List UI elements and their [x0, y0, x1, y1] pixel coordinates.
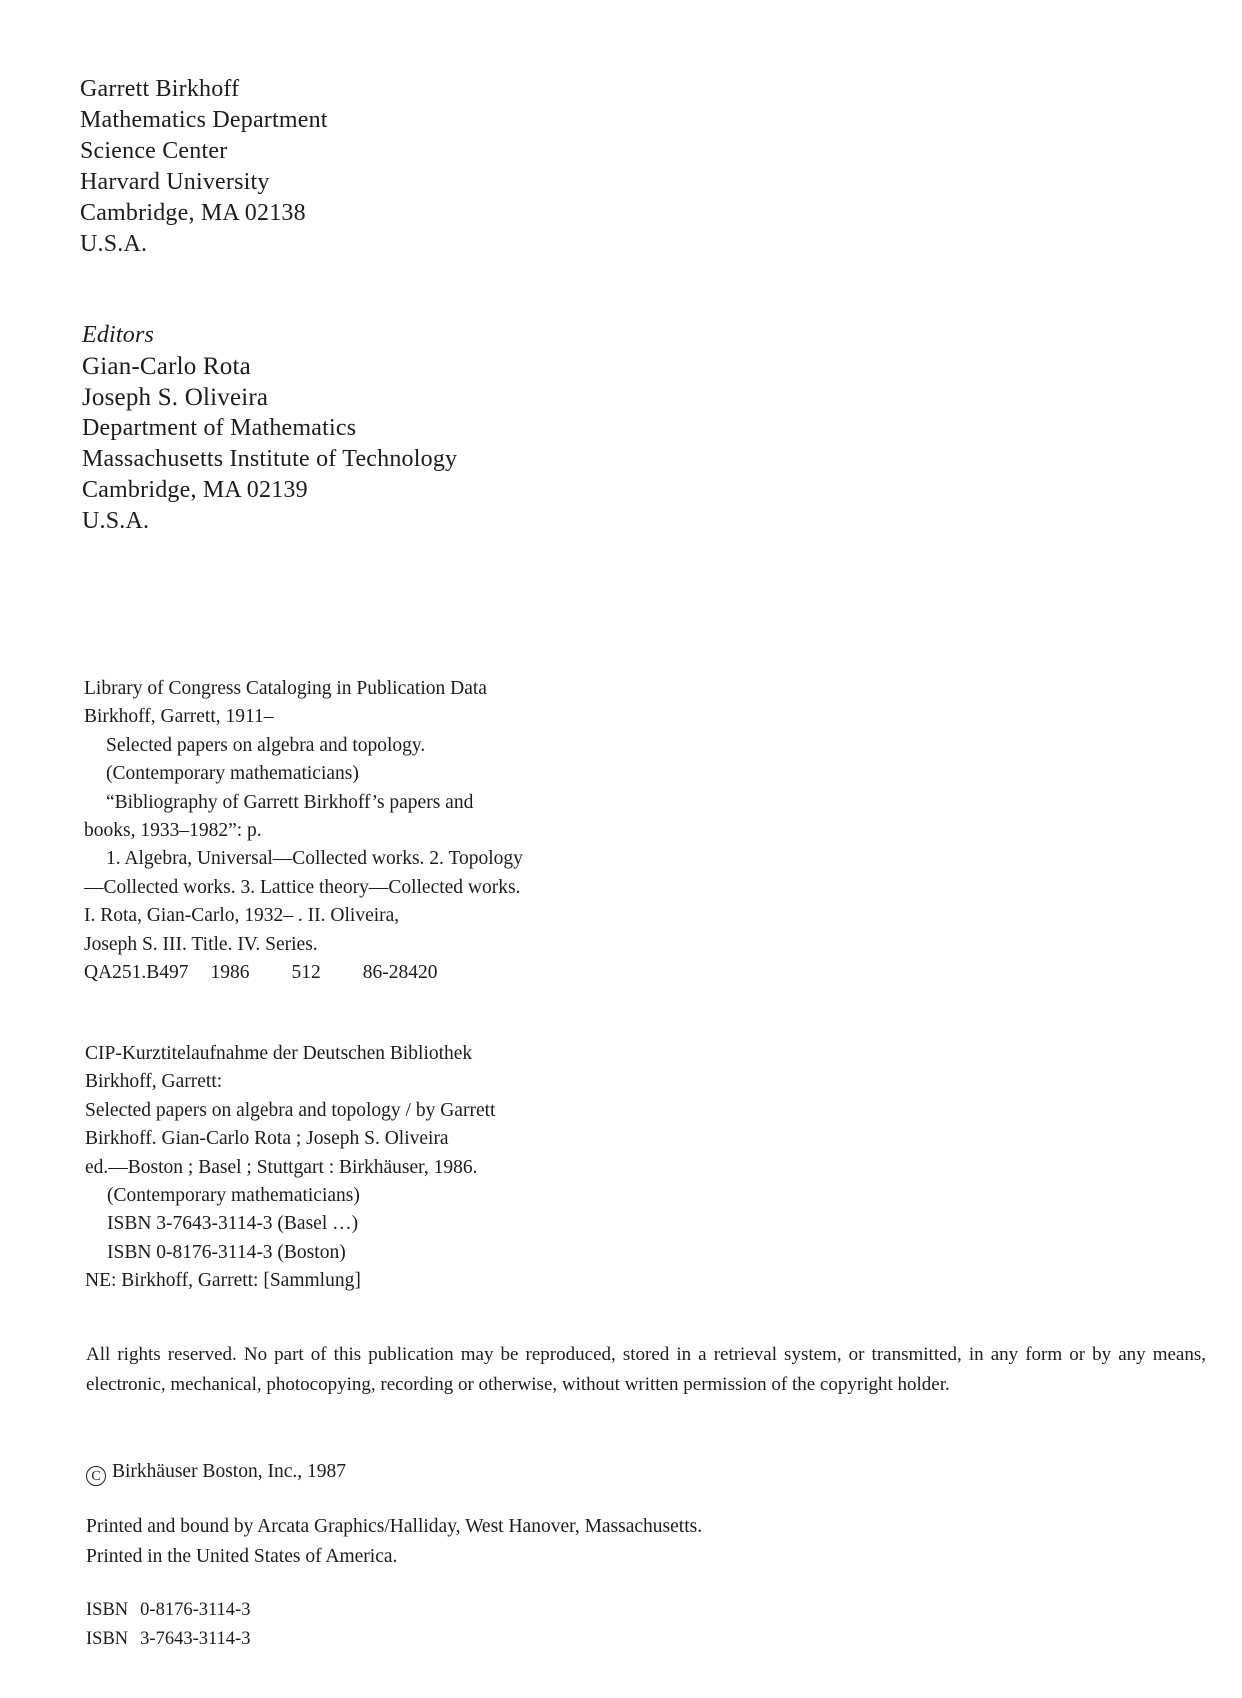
editors-address-line: U.S.A.	[82, 508, 150, 534]
copyright-symbol-icon: C	[86, 1466, 106, 1486]
author-address-line: U.S.A.	[80, 231, 148, 257]
editors-address-line: Cambridge, MA 02139	[82, 477, 308, 503]
author-address-line: Science Center	[80, 138, 228, 164]
copyright-line	[86, 1458, 346, 1486]
cip-author-line: Birkhoff, Garrett:	[85, 1071, 223, 1093]
author-address-line: Harvard University	[80, 169, 270, 195]
cip-line: Selected papers on algebra and topology / by Garrett	[85, 1099, 496, 1121]
loc-lccn: 86-28420	[362, 962, 438, 984]
loc-book-title: Selected papers on algebra and topology.	[106, 734, 426, 756]
cip-line: Birkhoff. Gian-Carlo Rota ; Joseph S. Oliveira	[85, 1128, 449, 1150]
loc-title: Library of Congress Cataloging in Publication Data	[84, 678, 487, 699]
author-address	[80, 74, 328, 260]
cip-series: (Contemporary mathematicians)	[107, 1185, 360, 1207]
cip-cataloging-block	[85, 1040, 495, 1296]
printing-line: Printed in the United States of America.	[86, 1546, 398, 1567]
loc-classification-line	[84, 959, 523, 987]
loc-year: 1986	[210, 962, 250, 984]
loc-series: (Contemporary mathematicians)	[106, 763, 359, 785]
cip-isbn-basel: ISBN 3-7643-3114-3 (Basel …)	[107, 1213, 359, 1235]
loc-subjects-line: 1. Algebra, Universal—Collected works. 2. Topology	[106, 848, 523, 870]
editor-name: Gian-Carlo Rota	[82, 353, 251, 380]
isbn-number: 0-8176-3114-3	[140, 1600, 251, 1620]
loc-bibliography-line: “Bibliography of Garrett Birkhoff’s papers and	[106, 791, 474, 813]
loc-subjects-line: —Collected works. 3. Lattice theory—Collected works.	[84, 876, 521, 898]
editors-heading: Editors	[82, 322, 155, 348]
loc-entries-line: I. Rota, Gian-Carlo, 1932– . II. Oliveira,	[84, 905, 400, 927]
printing-line: Printed and bound by Arcata Graphics/Halliday, West Hanover, Massachusetts.	[86, 1516, 703, 1537]
author-name: Garrett Birkhoff	[80, 76, 240, 102]
author-address-line: Cambridge, MA 02138	[80, 200, 306, 226]
cip-ne-line: NE: Birkhoff, Garrett: [Sammlung]	[85, 1270, 361, 1292]
isbn-number: 3-7643-3114-3	[140, 1629, 251, 1649]
loc-author-line: Birkhoff, Garrett, 1911–	[84, 706, 274, 728]
cip-title: CIP-Kurztitelaufnahme der Deutschen Bibliothek	[85, 1043, 473, 1064]
printing-info	[86, 1512, 702, 1572]
isbn-list	[86, 1596, 250, 1654]
loc-cataloging-block	[84, 675, 523, 987]
rights-statement: All rights reserved. No part of this publication may be reproduced, stored in a retrieval system, or transmitted, in any form or by any means, electronic, mechanical, photocopying, recording or otherwise, without written permission of the copyright holder.	[86, 1344, 1206, 1395]
copyright-holder: Birkhäuser Boston, Inc., 1987	[112, 1461, 346, 1482]
cip-line: ed.—Boston ; Basel ; Stuttgart : Birkhäuser, 1986.	[85, 1156, 478, 1178]
isbn-line	[86, 1625, 250, 1654]
isbn-label: ISBN	[86, 1629, 129, 1649]
editors-address-line: Massachusetts Institute of Technology	[82, 446, 458, 472]
loc-bibliography-line: books, 1933–1982”: p.	[84, 820, 262, 842]
cip-isbn-boston: ISBN 0-8176-3114-3 (Boston)	[107, 1241, 346, 1263]
editor-name: Joseph S. Oliveira	[82, 384, 269, 411]
isbn-line	[86, 1596, 250, 1625]
loc-dewey: 512	[291, 962, 321, 984]
author-address-line: Mathematics Department	[80, 107, 328, 133]
editors-section	[82, 320, 457, 537]
loc-call-number: QA251.B497	[84, 962, 189, 984]
loc-entries-line: Joseph S. III. Title. IV. Series.	[84, 933, 318, 955]
editors-address-line: Department of Mathematics	[82, 415, 357, 441]
isbn-label: ISBN	[86, 1600, 129, 1620]
